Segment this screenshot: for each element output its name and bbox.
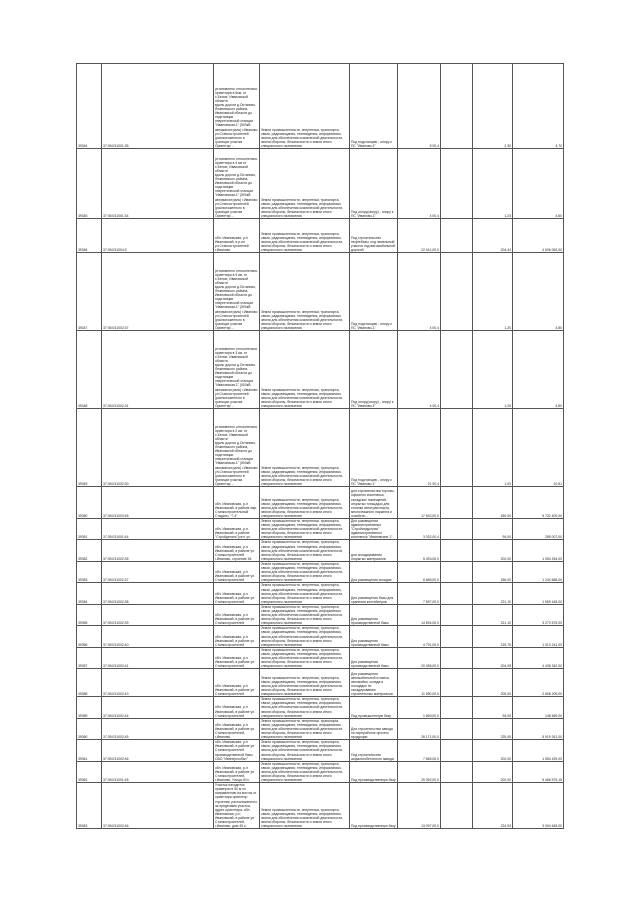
table-row xyxy=(77,647,564,668)
rate-value: 202,00 xyxy=(473,740,513,761)
cadastral-number: 37:05:031001:35 xyxy=(102,64,214,149)
cadastral-cost: 1 013 241,00 xyxy=(513,626,564,647)
location-address: обл. Ивановская, р-н Ивановский, в районе ул. Станкостроителей производственной базы ОАО "Ивэнергосбыт" xyxy=(214,740,260,761)
rate-value: 1,20 xyxy=(473,331,513,409)
land-category: Земли промышленности, энергетики, транспорта, связи, радиовещания, телевидения, информатики, земли для обеспечения космической деятельности, земли обороны, безопасности и земли иного специального назначения xyxy=(260,761,350,782)
row-id: 39345 xyxy=(77,149,102,219)
table-row xyxy=(77,64,564,149)
permitted-use: Для размещения автомобильной стоянки, автомойки, склада и площадок по складированию строительных материалов xyxy=(350,669,398,697)
row-id: 39361 xyxy=(77,740,102,761)
table-body xyxy=(77,64,564,829)
table-row xyxy=(77,604,564,625)
land-category: Земли промышленности, энергетики, транспорта, связи, радиовещания, телевидения, информатики, земли для обеспечения космической деятельности, земли обороны, безопасности и земли иного специального назначения xyxy=(260,669,350,697)
permitted-use: Под промышленную базу xyxy=(350,697,398,718)
table-row xyxy=(77,669,564,697)
row-id: 39353 xyxy=(77,561,102,582)
cadastral-cost: 4,70 xyxy=(513,64,564,149)
row-id: 39344 xyxy=(77,64,102,149)
row-id: 39346 xyxy=(77,219,102,253)
permitted-use: Под опору(опору) - опору к ПС "Иваново-1" xyxy=(350,331,398,409)
cadastral-number: 37:05:031001:34 xyxy=(102,149,214,219)
rate-value: 94,00 xyxy=(473,697,513,718)
cadastral-number: 37:05:031002:43 xyxy=(102,669,214,697)
rate-value: 1,20 xyxy=(473,253,513,331)
row-id: 39352 xyxy=(77,540,102,561)
area-value: 29 392,00,0 xyxy=(398,761,441,782)
permitted-use: Для размещения производственной базы xyxy=(350,604,398,625)
cadastral-number: 37:05:031001:44 xyxy=(102,519,214,540)
area-value: 4 791,00,0 xyxy=(398,626,441,647)
rate-value: 1,00 xyxy=(473,409,513,487)
land-category: Земли промышленности, энергетики, транспорта, связи, радиовещания, телевидения, информатики, земли для обеспечения космической деятельности, земли обороны, безопасности и земли иного специального назначения xyxy=(260,409,350,487)
rate-value: 2,30 xyxy=(473,64,513,149)
location-address: обл. Ивановская, р-н Ивановский, в районе ул. Станкостроителей xyxy=(214,647,260,668)
land-category: Земли промышленности, энергетики, транспорта, связи, радиовещания, телевидения, информатики, земли для обеспечения космической деятельности, земли обороны, безопасности и земли иного специального назначения xyxy=(260,487,350,519)
permitted-use: Для строительства завода по переработке прочего продукции xyxy=(350,718,398,739)
area-value: 22 041,00,0 xyxy=(398,219,441,253)
cadastral-cost: 3 273 575,00 xyxy=(513,604,564,625)
table-row xyxy=(77,149,564,219)
location-address: установлено относительно ориентира в 5 км. от с.Белое, Ивановской области вдоль дороги д.Остапово, Лежневского района, Ивановской области до подстанции энергетической станции "Ивановская-1" (500кВ автомагистраль) г.Иваново ул.Станкостроителей (расположенного в границах участка Ориентир ... xyxy=(214,253,260,331)
permitted-use: Под строительство асфальтобетонного завода xyxy=(350,740,398,761)
row-id: 39347 xyxy=(77,253,102,331)
area-value: 14 694,00,0 xyxy=(398,604,441,625)
row-id: 39357 xyxy=(77,647,102,668)
empty-cell xyxy=(441,697,473,718)
cadastral-number: 37:05:031002:41 xyxy=(102,647,214,668)
empty-cell xyxy=(441,718,473,739)
cadastral-number: 37:05:031003:45 xyxy=(102,487,214,519)
area-value: 4 00,4 xyxy=(398,253,441,331)
rate-value: 202,00 xyxy=(473,761,513,782)
cadastral-cost: 5 732 400,00 xyxy=(513,487,564,519)
table-row xyxy=(77,331,564,409)
cadastral-cost: 5 919 261,00 xyxy=(513,718,564,739)
row-id: 39348 xyxy=(77,331,102,409)
rate-value: 221,10 xyxy=(473,604,513,625)
land-category: Земли промышленности, энергетики, транспорта, связи, радиовещания, телевидения, информатики, земли для обеспечения космической деятельности, земли обороны, безопасности и земли иного специального назначения xyxy=(260,783,350,829)
empty-cell xyxy=(441,219,473,253)
permitted-use: Для размещения административных "Стройиндустрия" административного комплекса "Ивановские 1" xyxy=(350,519,398,540)
area-value: 5 493,00,0 xyxy=(398,540,441,561)
row-id: 39350 xyxy=(77,487,102,519)
permitted-use: Под подстанцию - опору к ПС "Иваново-1" xyxy=(350,64,398,149)
rate-value: 1,23 xyxy=(473,149,513,219)
location-address: обл. Ивановская, р-н Ивановский, в районе ул. Станкостроителей xyxy=(214,583,260,604)
location-address: Участок находится примерно в 50 м по направлению на восток от ориентира ориентир строения, расположенного за пределами участка, адрес ориентира: обл. Ивановская, р-н Ивановский, в районе ул. Станкостроителей, г.Иваново, дом 45 к. xyxy=(214,783,260,829)
land-category: Земли промышленности, энергетики, транспорта, связи, радиовещания, телевидения, информатики, земли для обеспечения космической деятельности, земли обороны, безопасности и земли иного специального назначения xyxy=(260,561,350,582)
row-id: 39356 xyxy=(77,626,102,647)
permitted-use: Для размещения производственной базы xyxy=(350,626,398,647)
rate-value: 204,05 xyxy=(473,647,513,668)
row-id: 39363 xyxy=(77,783,102,829)
cadastral-number: 37:05:031002:46 xyxy=(102,740,214,761)
table-row xyxy=(77,583,564,604)
empty-cell xyxy=(441,604,473,625)
land-category: Земли промышленности, энергетики, транспорта, связи, радиовещания, телевидения, информатики, земли для обеспечения космической деятельности, земли обороны, безопасности и земли иного специального назначения xyxy=(260,740,350,761)
table-row xyxy=(77,409,564,487)
cadastral-number: 37:05:031004:3 xyxy=(102,219,214,253)
rate-value: 204,44 xyxy=(473,219,513,253)
rate-value: 202,00 xyxy=(473,540,513,561)
rate-value: 94,00 xyxy=(473,519,513,540)
location-address: обл. Ивановская, р-н Ивановский, в районе "Стройдеталь"(сел. ул. xyxy=(214,519,260,540)
location-address: обл. Ивановская, р-н Ивановский, в р-не ул.Станкостроителей г.Иваново xyxy=(214,219,260,253)
table-row xyxy=(77,219,564,253)
permitted-use: Под подстанцию - опору к ПС "Иваново-1" xyxy=(350,409,398,487)
cadastral-number: 37:05:031001:45 xyxy=(102,761,214,782)
table-row xyxy=(77,487,564,519)
permitted-use: Под производственную базу xyxy=(350,761,398,782)
empty-cell xyxy=(441,783,473,829)
empty-cell xyxy=(441,740,473,761)
area-value: 5 00,4 xyxy=(398,64,441,149)
area-value: 17 632,00,0 xyxy=(398,487,441,519)
permitted-use: Под строительство нефтебазы, под земельный участок под автомобильной дорогой xyxy=(350,219,398,253)
area-value: 3 032,00,4 xyxy=(398,519,441,540)
empty-cell xyxy=(441,647,473,668)
location-address: обл. Ивановская, р-н Ивановский, в районе ул. Станкостроителей xyxy=(214,561,260,582)
location-address: обл. Ивановская, р-н Ивановский, в районе ул. Станкостроителей xyxy=(214,604,260,625)
location-address: обл. Ивановская, р-н Ивановский, в районе мкр. Станкостроительный Стадион, "Г-4" xyxy=(214,487,260,519)
cadastral-cost: 2 608 209,00 xyxy=(513,669,564,697)
area-value: 4 00,4 xyxy=(398,331,441,409)
cadastral-cost: 1 659 448,00 xyxy=(513,583,564,604)
cadastral-number: 37:05:031002:31 xyxy=(102,331,214,409)
area-value: 1 669,00,0 xyxy=(398,697,441,718)
cadastral-number: 37:05:031002:45 xyxy=(102,718,214,739)
table-row xyxy=(77,697,564,718)
empty-cell xyxy=(441,561,473,582)
land-category: Земли промышленности, энергетики, транспорта, связи, радиовещания, телевидения, информатики, земли для обеспечения космической деятельности, земли обороны, безопасности и земли иного специального назначения xyxy=(260,253,350,331)
area-value: 20 455,00,0 xyxy=(398,647,441,668)
area-value: 11 590,00,0 xyxy=(398,669,441,697)
cadastral-cost: 4,80 xyxy=(513,331,564,409)
land-register-table xyxy=(76,63,564,829)
location-address: обл. Ивановская, р-н Ивановский, в районе ул. Станкостроителей xyxy=(214,626,260,647)
land-category: Земли промышленности, энергетики, транспорта, связи, радиовещания, телевидения, информатики, земли для обеспечения космической деятельности, земли обороны, безопасности и земли иного специального назначения xyxy=(260,583,350,604)
empty-cell xyxy=(441,583,473,604)
register-table-sheet xyxy=(76,63,563,829)
permitted-use: Для размещения базы для хранения контейнеров xyxy=(350,583,398,604)
permitted-use: для складирования открытых материалов xyxy=(350,540,398,561)
permitted-use: Под подстанцию - опору к ПС "Иваново-1" xyxy=(350,253,398,331)
cadastral-cost: 10,61 xyxy=(513,409,564,487)
empty-cell xyxy=(441,626,473,647)
cadastral-number: 37:05:031002:37 xyxy=(102,561,214,582)
row-id: 39349 xyxy=(77,409,102,487)
area-value: 13 097,00,0 xyxy=(398,783,441,829)
area-value: 7 665,00,0 xyxy=(398,740,441,761)
area-value: 6 685,00,0 xyxy=(398,561,441,582)
cadastral-number: 37:05:031002:40 xyxy=(102,626,214,647)
cadastral-cost: 5 466 579,15 xyxy=(513,761,564,782)
rate-value: 225,40 xyxy=(473,718,513,739)
land-category: Земли промышленности, энергетики, транспорта, связи, радиовещания, телевидения, информатики, земли для обеспечения космической деятельности, земли обороны, безопасности и земли иного специального назначения xyxy=(260,647,350,668)
land-category: Земли промышленности, энергетики, транспорта, связи, радиовещания, телевидения, информатики, земли для обеспечения космической деятельности, земли обороны, безопасности и земли иного специального назначения xyxy=(260,64,350,149)
permitted-use: для строительства торгово-офисного комплекса, складских помещений, открытых площадок для стоянки автотранспорта, многоэтажного паркинга и хозяйств... xyxy=(350,487,398,519)
permitted-use: Под опору(опору) - опору к ПС "Иваново-1" xyxy=(350,149,398,219)
row-id: 39355 xyxy=(77,604,102,625)
cadastral-number: 37:05:031002:37 xyxy=(102,253,214,331)
table-row xyxy=(77,519,564,540)
table-row xyxy=(77,718,564,739)
row-id: 39359 xyxy=(77,697,102,718)
location-address: установлено относительно ориентира в 3 км. от с.Белое, Ивановской области вдоль дороги д.Остапово, Лежневского района, Ивановской области до подстанции энергетической станции "Ивановская-1" (500кВ автомагистраль) г.Иваново ул.Станкостроителей (расположенного в границах участка Ориентир ... xyxy=(214,331,260,409)
cadastral-cost: 4,60 xyxy=(513,149,564,219)
row-id: 39354 xyxy=(77,583,102,604)
empty-cell xyxy=(441,149,473,219)
cadastral-cost: 3 004 645,00 xyxy=(513,783,564,829)
permitted-use: Под производственную базу xyxy=(350,783,398,829)
rate-value: 450,00 xyxy=(473,487,513,519)
empty-cell xyxy=(441,64,473,149)
area-value: 4 00,4 xyxy=(398,149,441,219)
cadastral-cost: 285 007,00 xyxy=(513,519,564,540)
location-address: обл. Ивановская, р-н Ивановский, в районе ул. Станкостроителей, г.Иваново xyxy=(214,718,260,739)
land-category: Земли промышленности, энергетики, транспорта, связи, радиовещания, телевидения, информатики, земли для обеспечения космической деятельности, земли обороны, безопасности и земли иного специального назначения xyxy=(260,149,350,219)
land-category: Земли промышленности, энергетики, транспорта, связи, радиовещания, телевидения, информатики, земли для обеспечения космической деятельности, земли обороны, безопасности и земли иного специального назначения xyxy=(260,331,350,409)
empty-cell xyxy=(441,540,473,561)
rate-value: 224,00 xyxy=(473,783,513,829)
cadastral-cost: 4,80 xyxy=(513,253,564,331)
location-address: обл. Ивановская, р-н Ивановский, в районе ул. Станкостроителей xyxy=(214,697,260,718)
cadastral-number: 37:05:031002:38 xyxy=(102,583,214,604)
table-row xyxy=(77,253,564,331)
location-address: обл. Ивановская, р-н Ивановский, в районе ул. Станкостроителей г.Иваново, строение 46 xyxy=(214,540,260,561)
area-value: 26 171,00,0 xyxy=(398,718,441,739)
cadastral-cost: 1 053 254,00 xyxy=(513,540,564,561)
land-category: Земли промышленности, энергетики, транспорта, связи, радиовещания, телевидения, информатики, земли для обеспечения космической деятельности, земли обороны, безопасности и земли иного специального назначения xyxy=(260,540,350,561)
permitted-use: Для размещения складов xyxy=(350,561,398,582)
land-category: Земли промышленности, энергетики, транспорта, связи, радиовещания, телевидения, информатики, земли для обеспечения космической деятельности, земли обороны, безопасности и земли иного специального назначения xyxy=(260,519,350,540)
table-row xyxy=(77,540,564,561)
table-row xyxy=(77,740,564,761)
cadastral-cost: 4 506 062,00 xyxy=(513,219,564,253)
rate-value: 200,00 xyxy=(473,669,513,697)
land-category: Земли промышленности, энергетики, транспорта, связи, радиовещания, телевидения, информатики, земли для обеспечения космической деятельности, земли обороны, безопасности и земли иного специального назначения xyxy=(260,626,350,647)
permitted-use: Для размещения производственной базы xyxy=(350,647,398,668)
cadastral-number: 37:05:031002:46 xyxy=(102,783,214,829)
table-row xyxy=(77,761,564,782)
cadastral-number: 37:05:031002:35 xyxy=(102,540,214,561)
empty-cell xyxy=(441,409,473,487)
row-id: 39351 xyxy=(77,519,102,540)
location-address: обл. Ивановская, р-н Ивановский, в районе ул. Станкостроителей xyxy=(214,669,260,697)
row-id: 39358 xyxy=(77,669,102,697)
table-row xyxy=(77,561,564,582)
empty-cell xyxy=(441,669,473,697)
land-category: Земли промышленности, энергетики, транспорта, связи, радиовещания, телевидения, информатики, земли для обеспечения космической деятельности, земли обороны, безопасности и земли иного специального назначения xyxy=(260,604,350,625)
area-value: 7 597,00,0 xyxy=(398,583,441,604)
table-row xyxy=(77,783,564,829)
land-category: Земли промышленности, энергетики, транспорта, связи, радиовещания, телевидения, информатики, земли для обеспечения космической деятельности, земли обороны, безопасности и земли иного специального назначения xyxy=(260,697,350,718)
cadastral-cost: 148 569,00 xyxy=(513,697,564,718)
empty-cell xyxy=(441,331,473,409)
land-category: Земли промышленности, энергетики, транспорта, связи, радиовещания, телевидения, информатики, земли для обеспечения космической деятельности, земли обороны, безопасности и земли иного специального назначения xyxy=(260,219,350,253)
location-address: обл. Ивановская, р-н Ивановский, в районе ул. Станкостроителей, г.Иваново, Улица 40 к. xyxy=(214,761,260,782)
cadastral-number: 37:05:031002:39 xyxy=(102,604,214,625)
cadastral-cost: 1 244 668,00 xyxy=(513,561,564,582)
land-category: Земли промышленности, энергетики, транспорta, связи, радиовещания, телевидения, информатики, земли для обеспечения космической деятельности, земли обороны, безопасности и земли иного специального назначения xyxy=(260,718,350,739)
cadastral-number: 37:05:031002:44 xyxy=(102,697,214,718)
location-address: установлено относительно ориентира в 6км. от с.Белое, Ивановской области вдоль дороги д.Остапово, Лежневского района, Ивановской области до подстанции энергетической станции "Ивановская-1" (500кВ автомагистраль) г.Иваново ул.Станкостроителей (расположенного в границах участка Ориентир ... xyxy=(214,64,260,149)
cadastral-number: 37:05:031002:30 xyxy=(102,409,214,487)
empty-cell xyxy=(441,253,473,331)
location-address: установлено относительно ориентира в 2 км. от с.Белое, Ивановской области вдоль дороги д.Остапово, Лежневского района, Ивановской области до подстанции энергетической станции "Ивановская-1" (500кВ автомагистраль) г.Иваново ул.Станкостроителей (расположенного в границах участка Ориентир ... xyxy=(214,409,260,487)
rate-value: 215,75 xyxy=(473,626,513,647)
row-id: 39360 xyxy=(77,718,102,739)
cadastral-cost: 1 554 429,00 xyxy=(513,740,564,761)
location-address: установлено относительно ориентира в 4 км от с.Белое, Ивановской области вдоль дороги д.Остапово, Лежневского района, Ивановской области до подстанции энергетической станции "Ивановская-1" (500кВ автомагистраль) г.Иваново ул.Станкостроителей (расположенного в границах участка Ориентир ... xyxy=(214,149,260,219)
empty-cell xyxy=(441,761,473,782)
table-row xyxy=(77,626,564,647)
row-id: 39362 xyxy=(77,761,102,782)
rate-value: 221,10 xyxy=(473,583,513,604)
empty-cell xyxy=(441,519,473,540)
empty-cell xyxy=(441,487,473,519)
rate-value: 186,00 xyxy=(473,561,513,582)
cadastral-cost: 4 435 342,00 xyxy=(513,647,564,668)
area-value: 21 00,4 xyxy=(398,409,441,487)
